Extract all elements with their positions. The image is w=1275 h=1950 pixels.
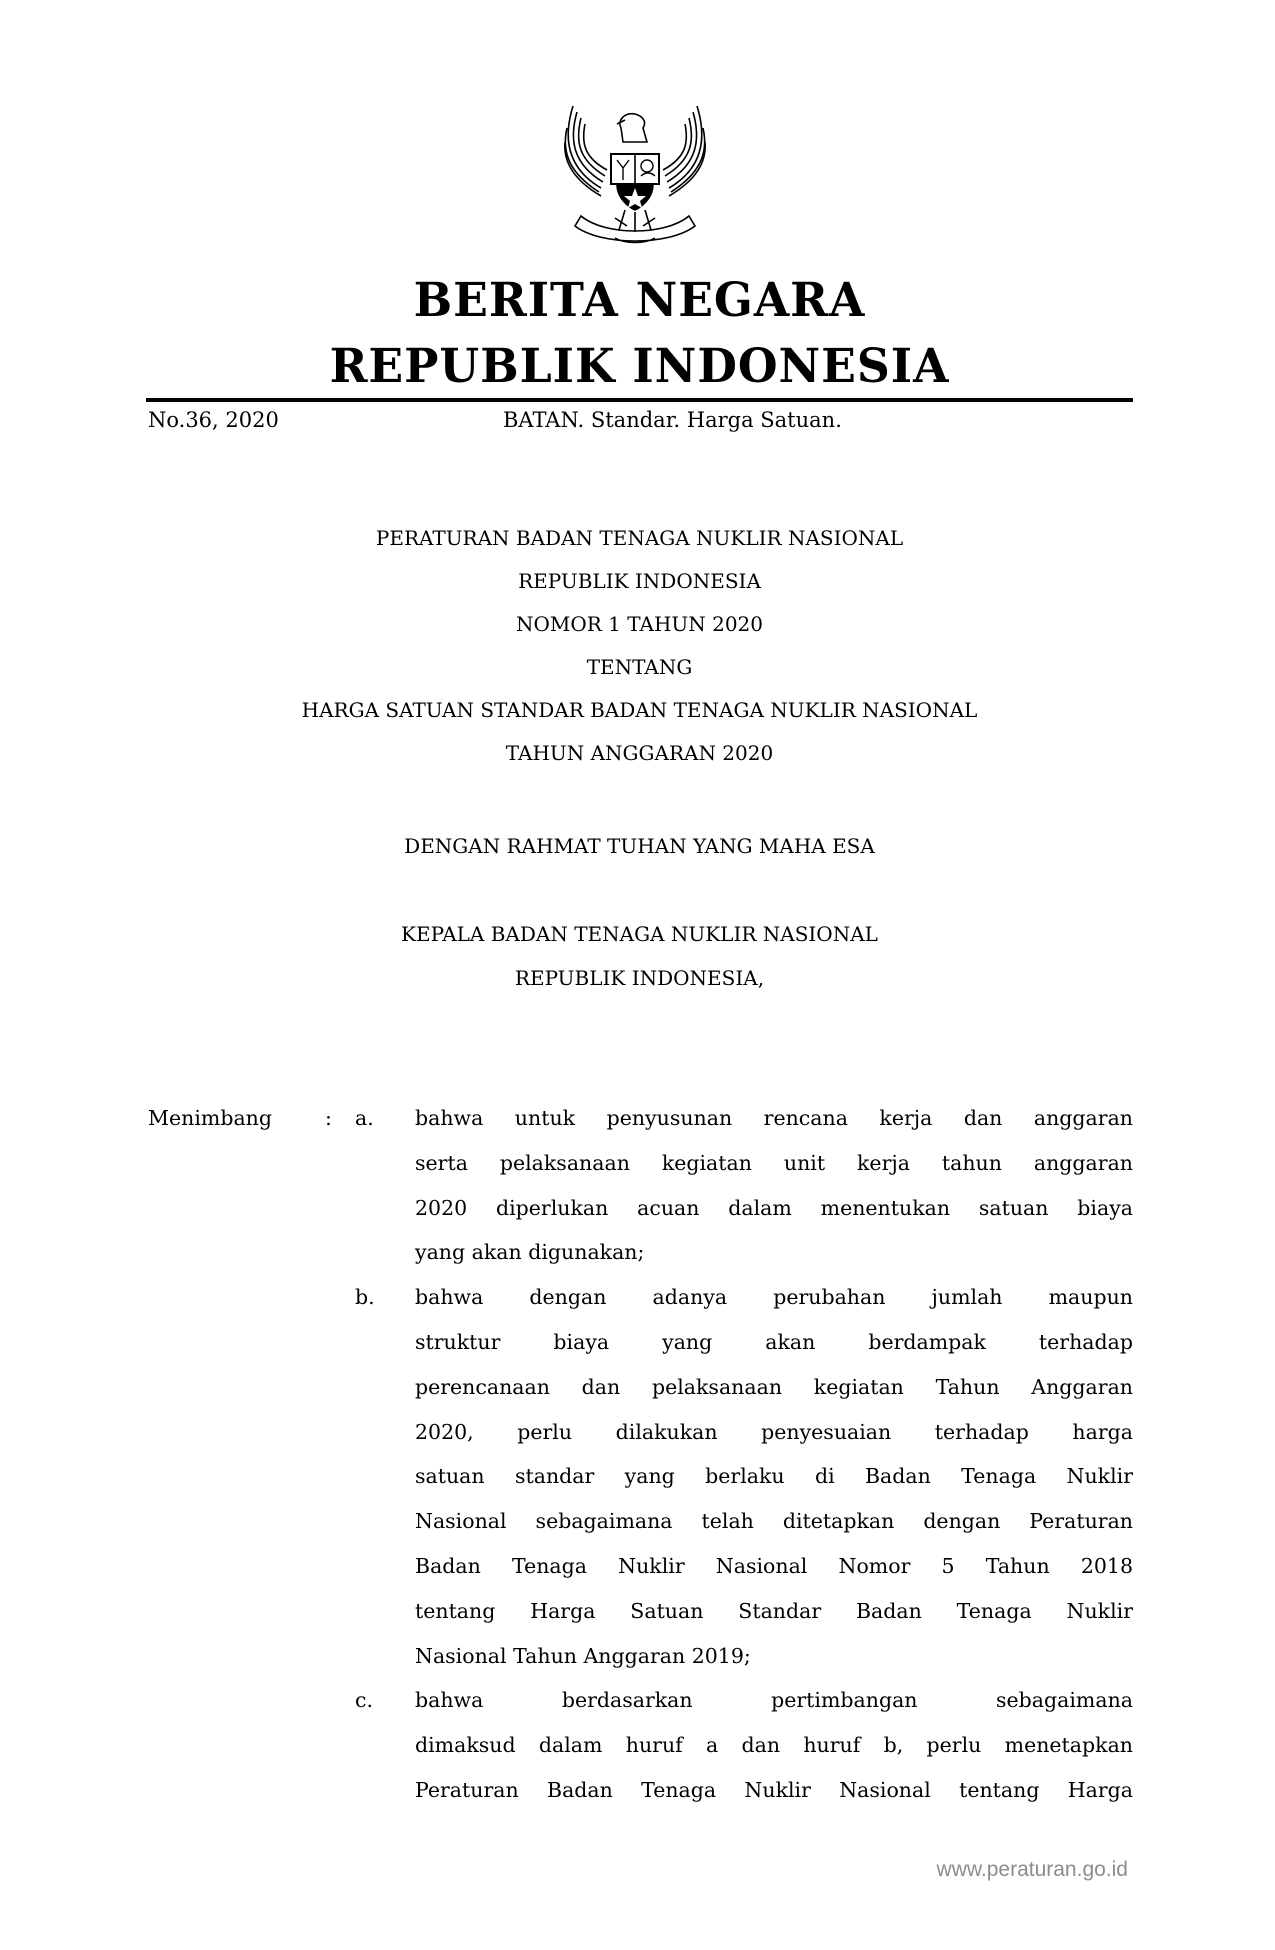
item-text-line: Nasional Tahun Anggaran 2019; xyxy=(415,1643,751,1668)
item-letter: c. xyxy=(355,1688,373,1713)
item-letter: b. xyxy=(355,1285,375,1310)
item-text-line: tentang Harga Satuan Standar Badan Tenaga Nuklir xyxy=(415,1598,1133,1623)
item-text-line: 2020 diperlukan acuan dalam menentukan satuan biaya xyxy=(415,1195,1133,1220)
item-text xyxy=(415,1275,1133,1678)
item-text-line: bahwa untuk penyusunan rencana kerja dan anggaran xyxy=(415,1106,1133,1130)
menimbang-colon: : xyxy=(325,1106,332,1130)
item-text-line: Peraturan Badan Tenaga Nuklir Nasional tentang Harga xyxy=(415,1777,1133,1802)
item-text-line: bahwa berdasarkan pertimbangan sebagaimana xyxy=(415,1688,1133,1713)
item-text-line: 2020, perlu dilakukan penyesuaian terhadap harga xyxy=(415,1419,1133,1444)
item-text-line: Badan Tenaga Nuklir Nasional Nomor 5 Tahun 2018 xyxy=(415,1553,1133,1578)
menimbang-item-b xyxy=(148,1275,1138,1678)
invocation: DENGAN RAHMAT TUHAN YANG MAHA ESA xyxy=(404,834,875,858)
authority-line: KEPALA BADAN TENAGA NUKLIR NASIONAL xyxy=(401,922,878,946)
footer-source-link[interactable]: www.peraturan.go.id xyxy=(936,1858,1128,1881)
item-text xyxy=(415,1096,1133,1275)
menimbang-section xyxy=(148,1096,1138,1813)
garuda-emblem-icon xyxy=(555,98,715,248)
item-text-line: perencanaan dan pelaksanaan kegiatan Tahun Anggaran xyxy=(415,1374,1133,1399)
issue-subject: BATAN. Standar. Harga Satuan. xyxy=(503,408,842,432)
item-text-line: struktur biaya yang akan berdampak terhadap xyxy=(415,1329,1133,1354)
item-letter: a. xyxy=(355,1106,374,1130)
regulation-title-line: REPUBLIK INDONESIA xyxy=(518,569,761,593)
item-text-line: bahwa dengan adanya perubahan jumlah maupun xyxy=(415,1285,1133,1310)
menimbang-item-c xyxy=(148,1678,1138,1812)
item-text-line: satuan standar yang berlaku di Badan Tenaga Nuklir xyxy=(415,1464,1133,1489)
masthead-subtitle: REPUBLIK INDONESIA xyxy=(329,339,950,394)
regulation-number: NOMOR 1 TAHUN 2020 xyxy=(515,612,763,636)
masthead-divider xyxy=(146,398,1133,402)
regulation-about-label: TENTANG xyxy=(586,655,693,679)
issue-number: No.36, 2020 xyxy=(148,408,279,432)
regulation-subject-line: TAHUN ANGGARAN 2020 xyxy=(505,741,774,765)
item-text xyxy=(415,1678,1133,1812)
regulation-subject-line: HARGA SATUAN STANDAR BADAN TENAGA NUKLIR NASIONAL xyxy=(301,698,978,722)
item-text-line: yang akan digunakan; xyxy=(415,1240,645,1265)
item-text-line: serta pelaksanaan kegiatan unit kerja tahun anggaran xyxy=(415,1150,1133,1175)
masthead-title: BERITA NEGARA xyxy=(413,273,866,328)
item-text-line: dimaksud dalam huruf a dan huruf b, perlu menetapkan xyxy=(415,1733,1133,1758)
authority-line: REPUBLIK INDONESIA, xyxy=(514,966,765,990)
regulation-title-line: PERATURAN BADAN TENAGA NUKLIR NASIONAL xyxy=(375,526,904,550)
menimbang-item-a xyxy=(148,1096,1138,1275)
item-text-line: Nasional sebagaimana telah ditetapkan dengan Peraturan xyxy=(415,1509,1133,1534)
menimbang-label: Menimbang xyxy=(148,1106,272,1130)
